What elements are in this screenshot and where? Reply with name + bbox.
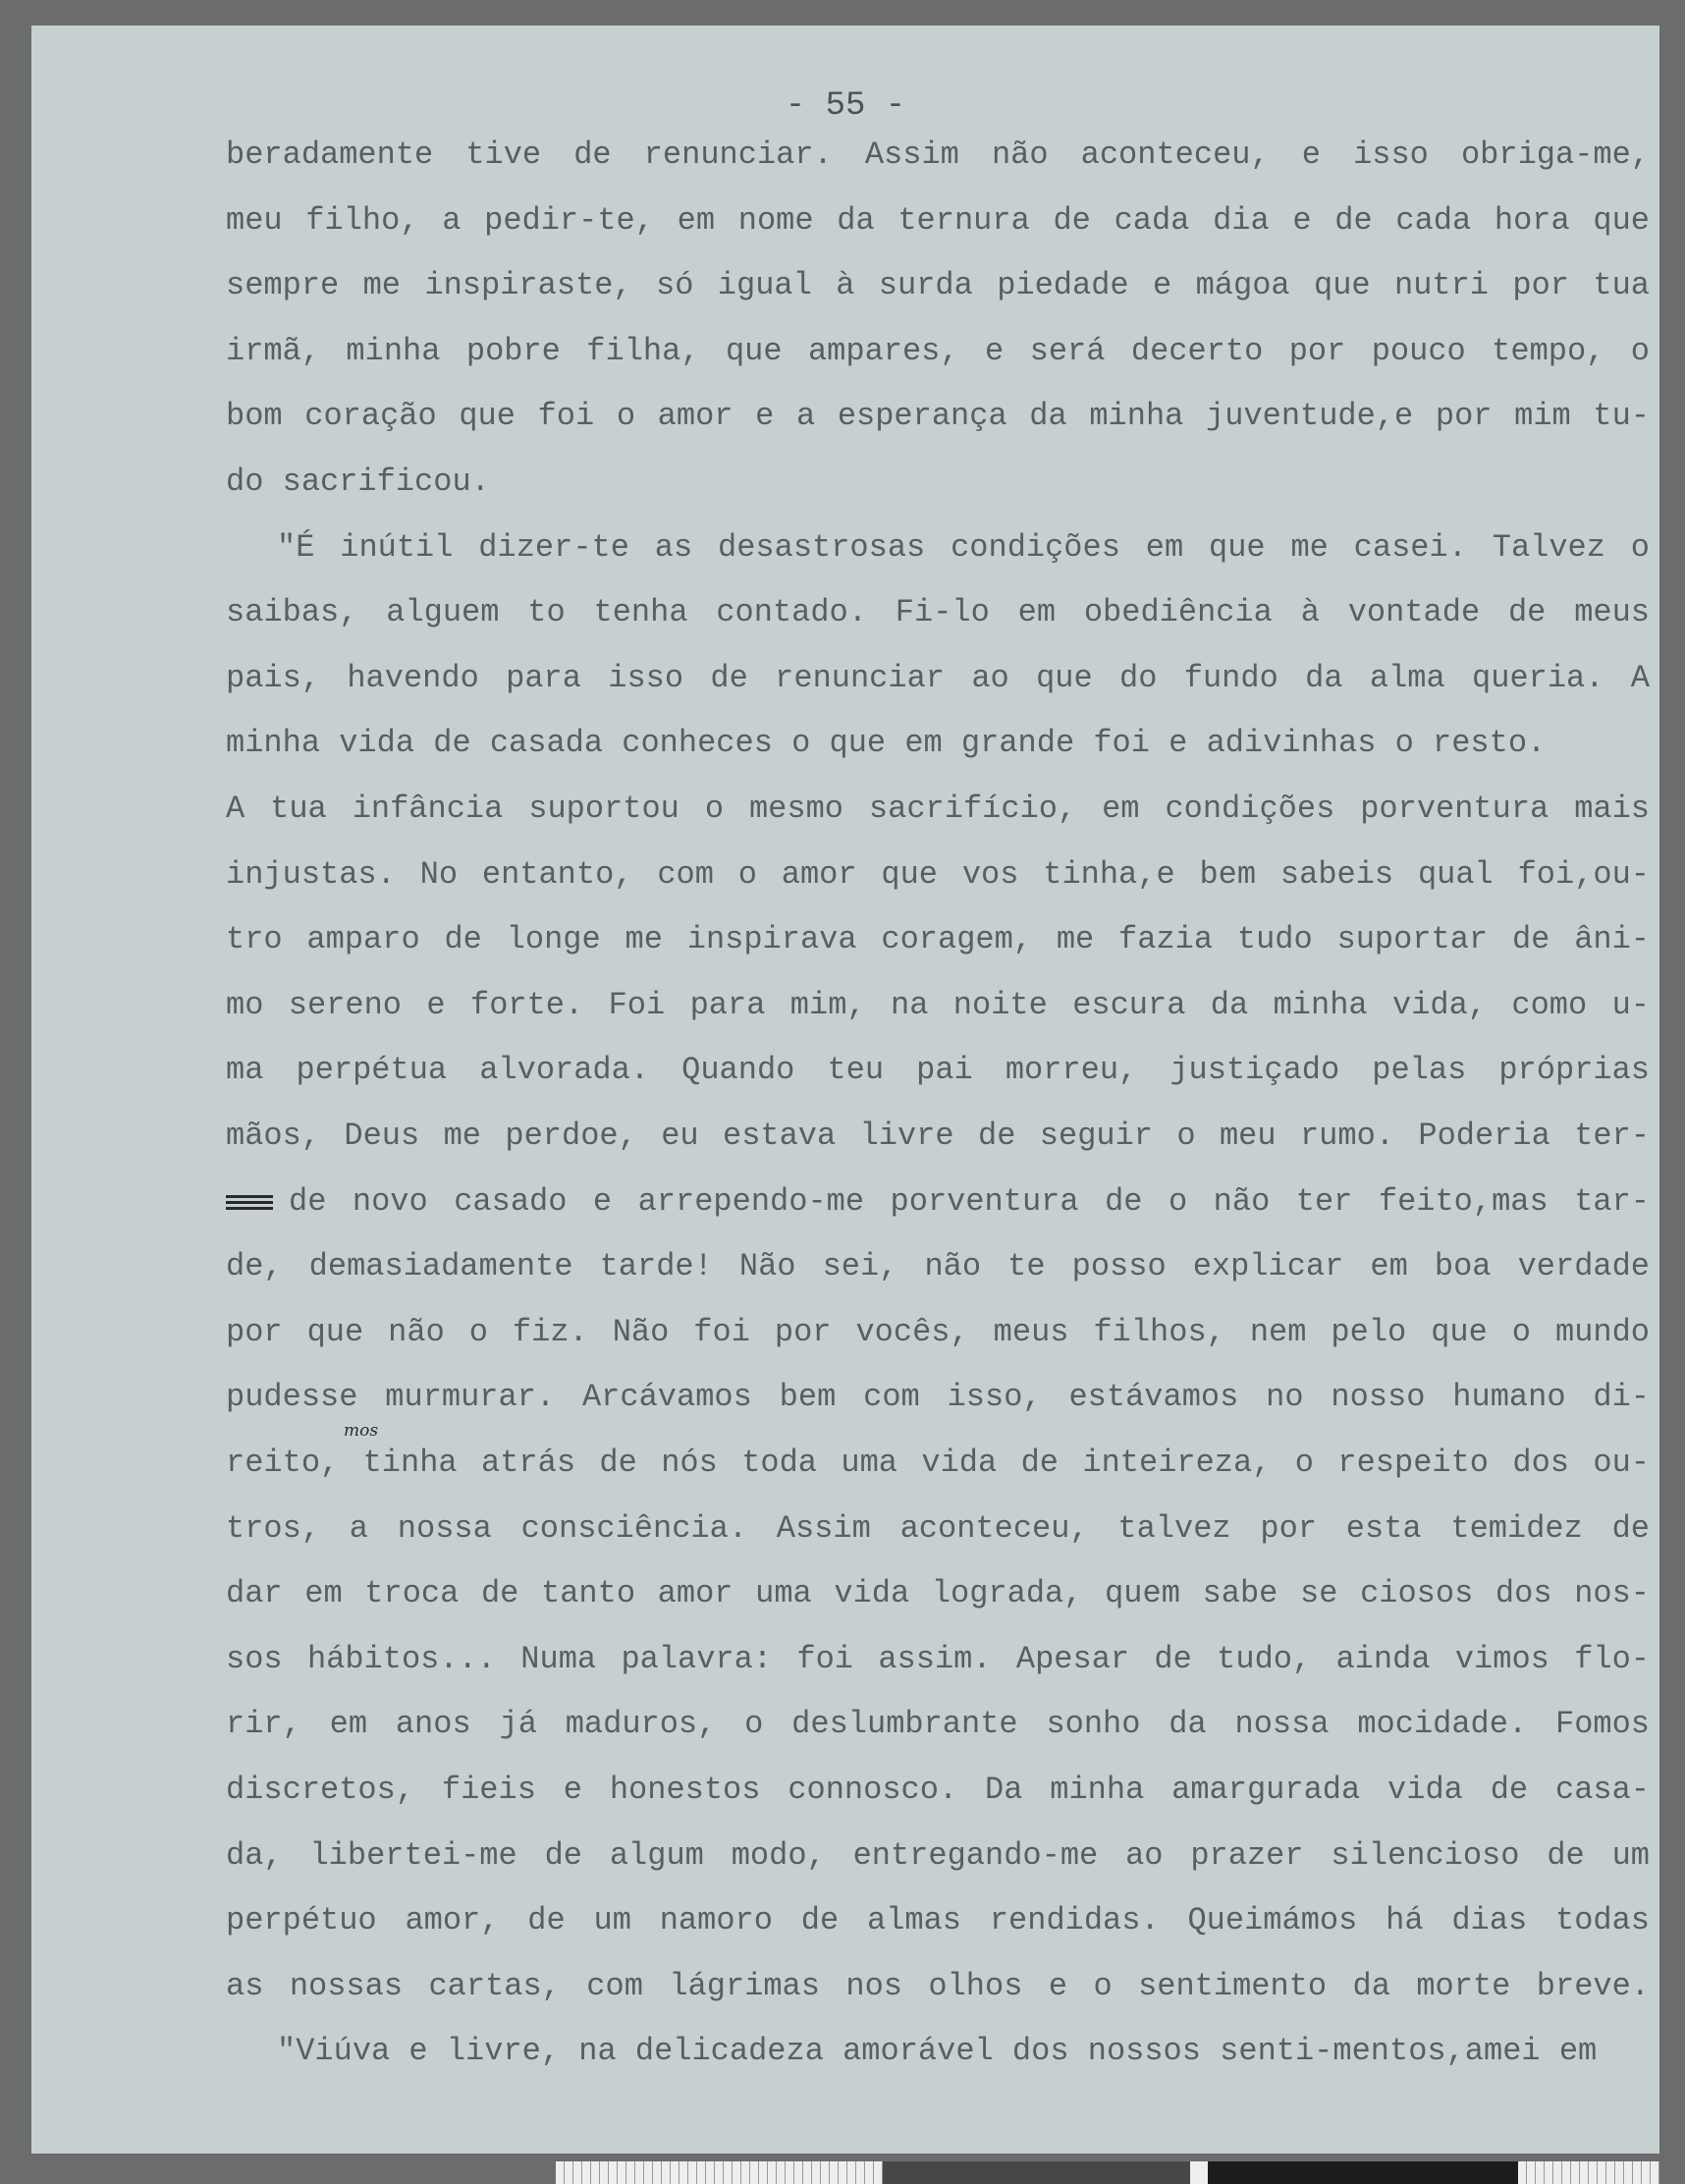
text-line: saibas, alguem to tenha contado. Fi-lo em obediência à vontade de meus	[226, 594, 1650, 631]
handwritten-correction: mos	[344, 1421, 379, 1441]
text-line: bom coração que foi o amor e a esperança da minha juventude,e por mim tu-	[226, 398, 1650, 435]
text-line: injustas. No entanto, com o amor que vos tinha,e bem sabeis qual foi,ou-	[226, 855, 1650, 893]
text-line: sos hábitos... Numa palavra: foi assim. Apesar de tudo, ainda vimos flo-	[226, 1640, 1650, 1677]
typewritten-page	[31, 26, 1659, 2154]
text-line: irmã, minha pobre filha, que ampares, e será decerto por pouco tempo, o	[226, 332, 1650, 369]
text-line: discretos, fieis e honestos connosco. Da minha amargurada vida de casa-	[226, 1772, 1650, 1808]
text-line: tro amparo de longe me inspirava coragem, me fazia tudo suportar de âni-	[226, 921, 1650, 958]
text-line: A tua infância suportou o mesmo sacrifício, em condições porventura mais	[226, 791, 1650, 827]
text-line-content: de novo casado e arrependo-me porventura de o não ter feito,mas tar-	[289, 1182, 1650, 1220]
text-line: pudesse murmurar. Arcávamos bem com isso, estávamos no nosso humano di-	[226, 1379, 1650, 1416]
text-line: "É inútil dizer-te as desastrosas condições em que me casei. Talvez o	[277, 528, 1650, 566]
text-line	[226, 1182, 1650, 1222]
text-line: reito, tinha atrás de nós toda uma vida de inteireza, o respeito dos ou-	[226, 1445, 1650, 1481]
struck-out-word	[226, 1192, 273, 1210]
text-line: pais, havendo para isso de renunciar ao que do fundo da alma queria. A	[226, 659, 1650, 696]
text-line: sempre me inspiraste, só igual à surda piedade e mágoa que nutri por tua	[226, 267, 1650, 304]
scale-ruler-gray	[883, 2161, 1190, 2184]
text-line: "Viúva e livre, na delicadeza amorável dos nossos senti-mentos,amei em	[277, 2033, 1598, 2070]
text-line: minha vida de casada conheces o que em grande foi e adivinhas o resto.	[226, 725, 1547, 762]
text-line: do sacrificou.	[226, 464, 490, 500]
text-line: rir, em anos já maduros, o deslumbrante sonho da nossa mocidade. Fomos	[226, 1706, 1650, 1743]
scale-ruler-white	[556, 2161, 883, 2184]
scale-ruler-gap	[1190, 2161, 1208, 2184]
text-line: beradamente tive de renunciar. Assim não aconteceu, e isso obriga-me,	[226, 136, 1650, 173]
text-line: por que não o fiz. Não foi por vocês, meus filhos, nem pelo que o mundo	[226, 1313, 1650, 1350]
text-line: ma perpétua alvorada. Quando teu pai morreu, justiçado pelas próprias	[226, 1052, 1650, 1089]
text-line: de, demasiadamente tarde! Não sei, não te posso explicar em boa verdade	[226, 1248, 1650, 1285]
text-line: tros, a nossa consciência. Assim aconteceu, talvez por esta temidez de	[226, 1509, 1650, 1547]
scale-ruler-black	[1208, 2161, 1518, 2184]
text-line: dar em troca de tanto amor uma vida lograda, quem sabe se ciosos dos nos-	[226, 1575, 1650, 1612]
text-line: perpétuo amor, de um namoro de almas rendidas. Queimámos há dias todas	[226, 1902, 1650, 1939]
text-line: meu filho, a pedir-te, em nome da ternura de cada dia e de cada hora que	[226, 201, 1650, 239]
text-line: as nossas cartas, com lágrimas nos olhos e o sentimento da morte breve.	[226, 1967, 1650, 2004]
scale-ruler-white-right	[1518, 2161, 1659, 2184]
text-line: mãos, Deus me perdoe, eu estava livre de seguir o meu rumo. Poderia ter-	[226, 1118, 1650, 1154]
text-line: mo sereno e forte. Foi para mim, na noite escura da minha vida, como u-	[226, 986, 1650, 1023]
text-line: da, libertei-me de algum modo, entregando-me ao prazer silencioso de um	[226, 1836, 1650, 1874]
page-number: - 55 -	[785, 87, 906, 125]
